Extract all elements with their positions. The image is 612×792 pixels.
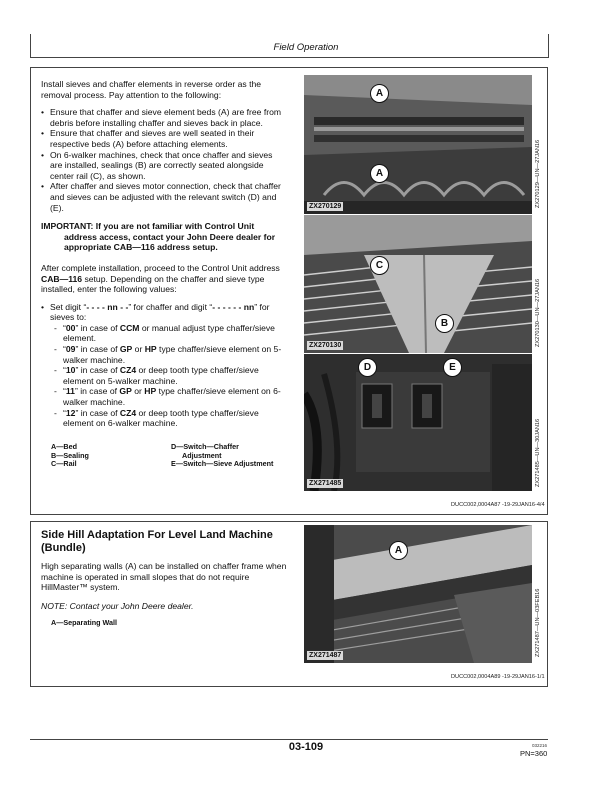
legend-left — [51, 443, 89, 469]
photo-code: ZX270129—UN—27JAN16 — [535, 139, 541, 208]
source-reference: DUCC002,0004A89 -19-29JAN16-1/1 — [451, 674, 545, 680]
photo-center-rail — [304, 215, 532, 353]
header-rule — [30, 57, 548, 58]
legend: A—Separating Wall — [51, 618, 118, 627]
page-number: 03-109 — [288, 741, 324, 753]
section2-text — [41, 561, 287, 611]
checklist-item: • After chaffer and sieves motor connection, check that chaffer and sieves can be adjusted with the relevant switch (D) and (E). — [41, 181, 287, 213]
legend-item: Adjustment — [182, 450, 222, 460]
checklist-item: • Ensure that chaffer and sieve element beds (A) are free from debris before installing chaffer and sieves back in place. — [41, 107, 287, 128]
page-header-title: Field Operation — [273, 42, 339, 53]
legend-item: E—Switch—Sieve Adjustment — [171, 459, 274, 469]
section-side-hill-adaptation — [30, 521, 548, 687]
part-number: PN=360 — [520, 749, 548, 758]
photo-separating-wall — [304, 525, 532, 663]
legend-item: B—Sealing — [51, 450, 89, 460]
callout-a: A — [370, 164, 389, 183]
source-reference: DUCC002,0004A87 -19-29JAN16-4/4 — [451, 502, 545, 508]
section2-title: Side Hill Adaptation For Level Land Machine (Bundle) — [41, 529, 273, 554]
checklist-item: • On 6-walker machines, check that once chaffer and sieves are installed, sealings (B) are correctly seated alongside center rail (C), as shown. — [41, 150, 287, 182]
digit-value-item: - “10” in case of CZ4 or deep tooth type chaffer/sieve element on 5-walker machine. — [54, 365, 287, 386]
checklist — [41, 107, 287, 213]
section1-text — [41, 79, 287, 429]
checklist-item: • Ensure that chaffer and sieves are well seated in their respective beds (A) before attaching elements. — [41, 128, 287, 149]
photo-label: ZX270130 — [309, 342, 342, 349]
section-chaffer-installation — [30, 67, 548, 515]
callout-b: B — [435, 314, 454, 333]
photo-chaffer-beds — [304, 75, 532, 214]
set-digit-item: • Set digit “- - - - nn - -” for chaffer and digit “- - - - - - nn” for sieves to: - “00” in case of CCM or manual adjust type chaffer/sieve element. - “09” in case of GP or HP type chaffer/sieve element on 5-walker machine. - “10” in case of CZ4 or deep tooth type chaffer/sieve element on 5-walker machine. - “11” in case of GP or HP type chaffer/sieve element on 6-walker machine. - “12” in case of CZ4 or deep tooth type chaffer/sieve element on 6-walker machine. — [41, 302, 287, 429]
digit-value-list — [50, 323, 287, 429]
digit-value-item: - “00” in case of CCM or manual adjust type chaffer/sieve element. — [54, 323, 287, 344]
legend-item: C—Rail — [51, 459, 77, 469]
set-digit-list — [41, 302, 287, 429]
after-install-paragraph: After complete installation, proceed to the Control Unit address CAB—116 setup. Depending on the chaffer and sieve type installed, enter the following values: — [41, 262, 280, 295]
section2-body: High separating walls (A) can be installed on chaffer frame when machine is operated in small slopes that do not require HillMaster™ system. — [41, 561, 287, 593]
legend-item: D—Switch—Chaffer — [171, 442, 239, 451]
photo-switches — [304, 354, 532, 491]
photo-label: ZX271487 — [309, 652, 342, 659]
photo-label: ZX270129 — [309, 203, 342, 210]
photo-code: ZX271485—UN—30JAN16 — [535, 418, 541, 487]
callout-e: E — [443, 358, 462, 377]
digit-value-item: - “12” in case of CZ4 or deep tooth type chaffer/sieve element on 6-walker machine. — [54, 408, 287, 429]
callout-a: A — [370, 84, 389, 103]
digit-value-item: - “09” in case of GP or HP type chaffer/sieve element on 5-walker machine. — [54, 344, 287, 365]
important-notice: IMPORTANT: If you are not familiar with Control Unit address access, contact your John Deere dealer for appropriate CAB—116 address setup. — [41, 221, 276, 253]
legend-right — [171, 443, 273, 469]
photo-label: ZX271485 — [309, 480, 342, 487]
callout-c: C — [370, 256, 389, 275]
intro-paragraph: Install sieves and chaffer elements in reverse order as the removal process. Pay attention to the following: — [41, 79, 262, 100]
photo-code: ZX271487—UN—03FEB16 — [535, 588, 541, 657]
digit-value-item: - “11” in case of GP or HP type chaffer/sieve element on 6-walker machine. — [54, 386, 287, 407]
section2-note: NOTE: Contact your John Deere dealer. — [41, 600, 194, 611]
footer-date-code: 032216 — [532, 743, 548, 748]
photo-code: ZX270130—UN—27JAN16 — [535, 278, 541, 347]
legend-item: A—Bed — [51, 442, 77, 451]
callout-d: D — [358, 358, 377, 377]
footer-rule — [30, 739, 548, 740]
callout-a: A — [389, 541, 408, 560]
